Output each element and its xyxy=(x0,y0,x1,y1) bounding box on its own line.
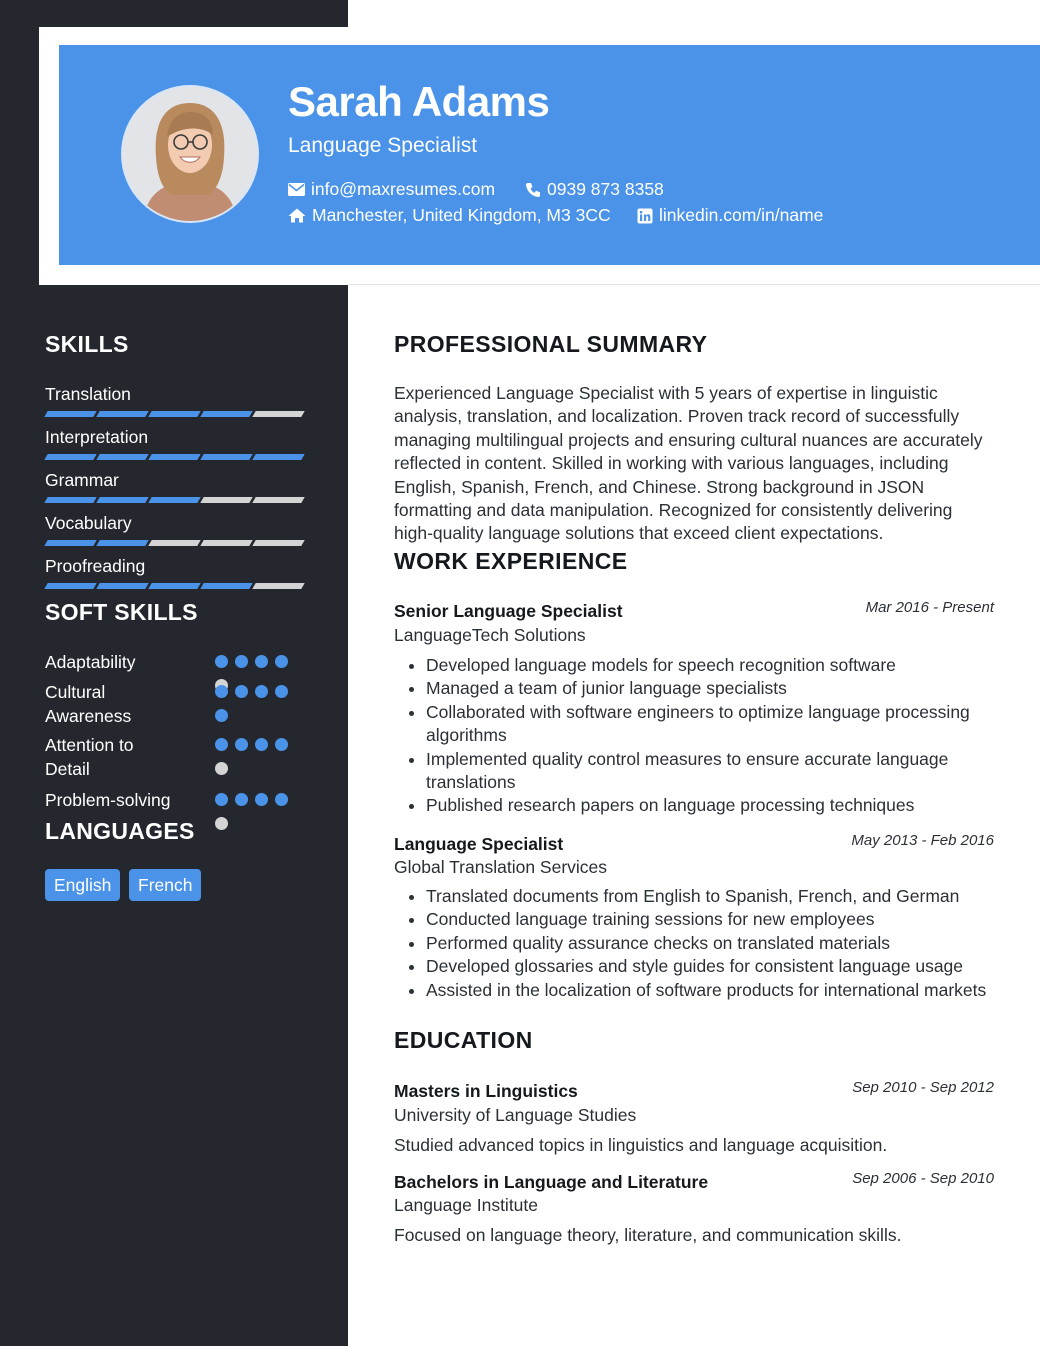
summary-heading: PROFESSIONAL SUMMARY xyxy=(394,331,708,357)
skill-bar-segment xyxy=(96,454,148,460)
contact-email[interactable] xyxy=(288,179,495,200)
education-dates: Sep 2006 - Sep 2010 xyxy=(852,1170,994,1187)
job-company: Global Translation Services xyxy=(394,857,608,877)
email-text: info@maxresumes.com xyxy=(311,179,496,199)
home-icon xyxy=(288,208,306,223)
linkedin-text: linkedin.com/in/name xyxy=(659,205,824,225)
soft-skill-name: Cultural Awareness xyxy=(45,682,132,726)
skill-bar xyxy=(46,583,303,589)
soft-skill-name: Attention to Detail xyxy=(45,735,134,779)
skill-name: Translation xyxy=(45,384,131,404)
soft-skill-dot xyxy=(215,709,228,722)
address-text: Manchester, United Kingdom, M3 3CC xyxy=(312,205,611,225)
education-description: Studied advanced topics in linguistics and language acquisition. xyxy=(394,1135,888,1155)
skill-bar-segment xyxy=(44,540,96,546)
skill-bar-segment xyxy=(148,583,200,589)
skill-bar-segment xyxy=(200,583,252,589)
job-bullet: • Assisted in the localization of software products for international markets xyxy=(426,979,994,1002)
skill-name: Grammar xyxy=(45,470,119,490)
job-bullets xyxy=(394,654,994,818)
skill-bar-segment xyxy=(200,540,252,546)
education-dates: Sep 2010 - Sep 2012 xyxy=(852,1079,994,1096)
skill-bar-segment xyxy=(252,454,304,460)
job-bullets xyxy=(394,885,994,1002)
skill-bar-segment xyxy=(200,411,252,417)
school-name: University of Language Studies xyxy=(394,1105,637,1125)
job-bullet: • Managed a team of junior language specialists xyxy=(426,677,994,700)
phone-icon xyxy=(525,182,541,198)
soft-skill-dot xyxy=(235,793,248,806)
job-bullet: • Collaborated with software engineers to optimize language processing algorithms xyxy=(426,701,994,748)
soft-skill-dot xyxy=(255,685,268,698)
contact-address xyxy=(288,205,611,226)
skill-bar xyxy=(46,540,303,546)
job-title: Language Specialist xyxy=(394,834,564,854)
skill-bar-segment xyxy=(44,497,96,503)
skill-bar-segment xyxy=(96,411,148,417)
skill-bar-segment xyxy=(148,411,200,417)
skill-bar-segment xyxy=(252,583,304,589)
skill-bar-segment xyxy=(200,497,252,503)
skills-heading: SKILLS xyxy=(45,331,129,357)
skill-bar xyxy=(46,454,303,460)
soft-skill-dot xyxy=(275,685,288,698)
soft-skill-dot xyxy=(215,762,228,775)
skill-name: Vocabulary xyxy=(45,513,132,533)
education-description: Focused on language theory, literature, and communication skills. xyxy=(394,1225,902,1245)
skill-bar-segment xyxy=(44,454,96,460)
job-title: Senior Language Specialist xyxy=(394,601,623,621)
contact-phone[interactable] xyxy=(525,179,664,200)
skill-bar xyxy=(46,497,303,503)
soft-skill-dot xyxy=(275,655,288,668)
soft-skill-dot xyxy=(235,738,248,751)
education-heading: EDUCATION xyxy=(394,1027,533,1053)
soft-skill-dot xyxy=(215,793,228,806)
skill-bar-segment xyxy=(44,411,96,417)
soft-skill-dot xyxy=(255,793,268,806)
job-bullet: • Conducted language training sessions for new employees xyxy=(426,908,994,931)
phone-text: 0939 873 8358 xyxy=(547,179,664,199)
avatar xyxy=(121,85,259,223)
linkedin-icon xyxy=(637,208,653,224)
soft-skill-name: Adaptability xyxy=(45,652,136,672)
header-banner xyxy=(59,45,1040,265)
soft-skill-dot xyxy=(255,655,268,668)
skill-bar-segment xyxy=(96,497,148,503)
job-dates: Mar 2016 - Present xyxy=(865,599,994,616)
job-dates: May 2013 - Feb 2016 xyxy=(851,832,994,849)
degree-title: Masters in Linguistics xyxy=(394,1081,578,1101)
skill-bar-segment xyxy=(96,583,148,589)
soft-skill-dot xyxy=(215,655,228,668)
school-name: Language Institute xyxy=(394,1195,539,1215)
job-company: LanguageTech Solutions xyxy=(394,625,586,645)
job-bullet: • Developed glossaries and style guides for consistent language usage xyxy=(426,955,994,978)
soft-skill-dot xyxy=(275,793,288,806)
skill-bar-segment xyxy=(200,454,252,460)
soft-skill-dot xyxy=(275,738,288,751)
skill-bar-segment xyxy=(252,497,304,503)
contact-linkedin[interactable] xyxy=(637,205,823,226)
soft-skill-dot xyxy=(255,738,268,751)
job-bullet: • Published research papers on language processing techniques xyxy=(426,794,994,817)
skill-bar-segment xyxy=(252,411,304,417)
profile-photo xyxy=(123,87,257,221)
summary-text: Experienced Language Specialist with 5 years of expertise in linguistic analysis, translation, and localization. Proven track record of successfully managing multilingual projects and ensuring cultural nuances are accurately reflected in content. Skilled in working with various languages, including English, Spanish, French, and Chinese. Strong background in JSON formatting and data manipulation. Recognized for consistently delivering high-quality language solutions that exceed client expectations. xyxy=(394,383,983,544)
candidate-name: Sarah Adams xyxy=(288,78,550,125)
job-bullet: • Performed quality assurance checks on translated materials xyxy=(426,932,994,955)
candidate-title: Language Specialist xyxy=(288,134,478,157)
soft-skill-dot xyxy=(215,738,228,751)
skill-bar-segment xyxy=(44,583,96,589)
job-bullet: • Translated documents from English to Spanish, French, and German xyxy=(426,885,994,908)
skill-bar xyxy=(46,411,303,417)
degree-title: Bachelors in Language and Literature xyxy=(394,1172,709,1192)
job-bullet: • Implemented quality control measures to ensure accurate language translations xyxy=(426,748,994,795)
soft-skill-dot xyxy=(235,685,248,698)
envelope-icon xyxy=(288,183,305,196)
skill-bar-segment xyxy=(148,540,200,546)
soft-skill-dot xyxy=(215,685,228,698)
skill-bar-segment xyxy=(148,454,200,460)
skill-bar-segment xyxy=(148,497,200,503)
language-tag-french: French xyxy=(129,869,201,901)
experience-heading: WORK EXPERIENCE xyxy=(394,548,628,574)
skill-name: Interpretation xyxy=(45,427,149,447)
soft-skill-name: Problem-solving xyxy=(45,790,171,810)
skill-bar-segment xyxy=(96,540,148,546)
header-divider xyxy=(348,284,1040,285)
skill-name: Proofreading xyxy=(45,556,146,576)
soft-skill-dot xyxy=(235,655,248,668)
languages-heading: LANGUAGES xyxy=(45,818,195,844)
soft-skill-dot xyxy=(215,817,228,830)
soft-skills-heading: SOFT SKILLS xyxy=(45,599,198,625)
skill-bar-segment xyxy=(252,540,304,546)
language-tag-english: English xyxy=(45,869,120,901)
job-bullet: • Developed language models for speech recognition software xyxy=(426,654,994,677)
